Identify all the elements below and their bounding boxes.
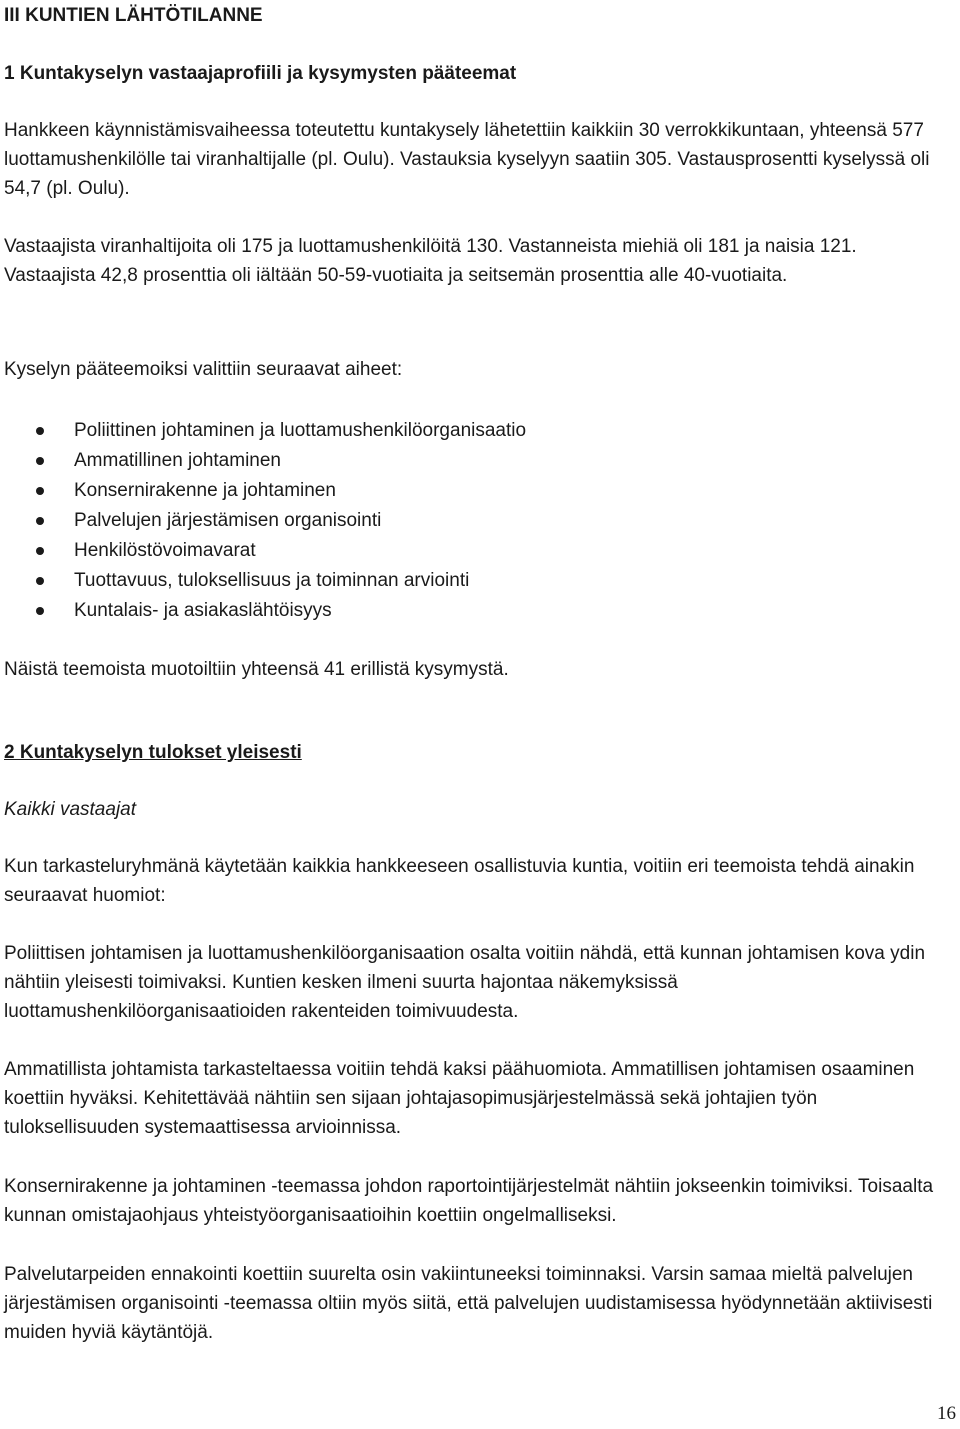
themes-intro: Kyselyn pääteemoiksi valittiin seuraavat aiheet:: [4, 359, 403, 380]
section-2-subtitle: Kaikki vastaajat: [4, 799, 137, 820]
themes-list: [36, 416, 526, 626]
section-2-title: 2 Kuntakyselyn tulokset yleisesti: [4, 742, 302, 763]
theme-item: Tuottavuus, tuloksellisuus ja toiminnan arviointi: [36, 566, 526, 596]
theme-item: Kuntalais- ja asiakaslähtöisyys: [36, 596, 526, 626]
section-2-paragraph-1: Kun tarkasteluryhmänä käytetään kaikkia hankkeeseen osallistuvia kuntia, voitiin eri teemoista tehdä ainakin seuraavat huomiot:: [4, 856, 915, 906]
section-2-paragraph-4: Konsernirakenne ja johtaminen -teemassa johdon raportointijärjestelmät nähtiin jokseenkin toimiviksi. Toisaalta kunnan omistajaohjaus yhteistyöorganisaatioihin koettiin ongelmalliseksi.: [4, 1176, 934, 1226]
theme-item: Henkilöstövoimavarat: [36, 536, 526, 566]
theme-item: Palvelujen järjestämisen organisointi: [36, 506, 526, 536]
section-1-title: 1 Kuntakyselyn vastaajaprofiili ja kysymysten pääteemat: [4, 63, 517, 84]
section-1-paragraph-1: Hankkeen käynnistämisvaiheessa toteutettu kuntakysely lähetettiin kaikkiin 30 verrokkikuntaan, yhteensä 577 luottamushenkilölle tai viranhaltijalle (pl. Oulu). Vastauksia kyselyyn saatiin 305. Vastausprosentti kyselyssä oli 54,7 (pl. Oulu).: [4, 120, 930, 199]
themes-summary: Näistä teemoista muotoiltiin yhteensä 41 erillistä kysymystä.: [4, 659, 509, 680]
section-2-paragraph-2: Poliittisen johtamisen ja luottamushenkilöorganisaation osalta voitiin nähdä, että kunnan johtamisen kova ydin nähtiin yleisesti toimivaksi. Kuntien kesken ilmeni suurta hajontaa näkemyksissä luottamushenkilöorganisaatioiden rakenteiden toimivuudesta.: [4, 943, 926, 1022]
section-2-paragraph-5: Palvelutarpeiden ennakointi koettiin suurelta osin vakiintuneeksi toiminnaksi. Varsin samaa mieltä palvelujen järjestämisen organisointi -teemassa oltiin myös siitä, että palvelujen uudistamisessa hyödynnetään aktiivisesti muiden hyviä käytäntöjä.: [4, 1264, 933, 1343]
chapter-title: III KUNTIEN LÄHTÖTILANNE: [4, 5, 263, 26]
section-1-paragraph-2: Vastaajista viranhaltijoita oli 175 ja luottamushenkilöitä 130. Vastanneista miehiä oli 181 ja naisia 121. Vastaajista 42,8 prosenttia oli iältään 50-59-vuotiaita ja seitsemän prosenttia alle 40-vuotiaita.: [4, 236, 857, 286]
section-2-paragraph-3: Ammatillista johtamista tarkasteltaessa voitiin tehdä kaksi päähuomiota. Ammatillisen johtamisen osaaminen koettiin hyväksi. Kehitettävää nähtiin sen sijaan johtajasopimusjärjestelmässä sekä johtajien työn tuloksellisuuden systemaattisessa arvioinnissa.: [4, 1059, 915, 1138]
theme-item: Ammatillinen johtaminen: [36, 446, 526, 476]
theme-item: Konsernirakenne ja johtaminen: [36, 476, 526, 506]
page-number: 16: [937, 1403, 956, 1424]
theme-item: Poliittinen johtaminen ja luottamushenkilöorganisaatio: [36, 416, 526, 446]
